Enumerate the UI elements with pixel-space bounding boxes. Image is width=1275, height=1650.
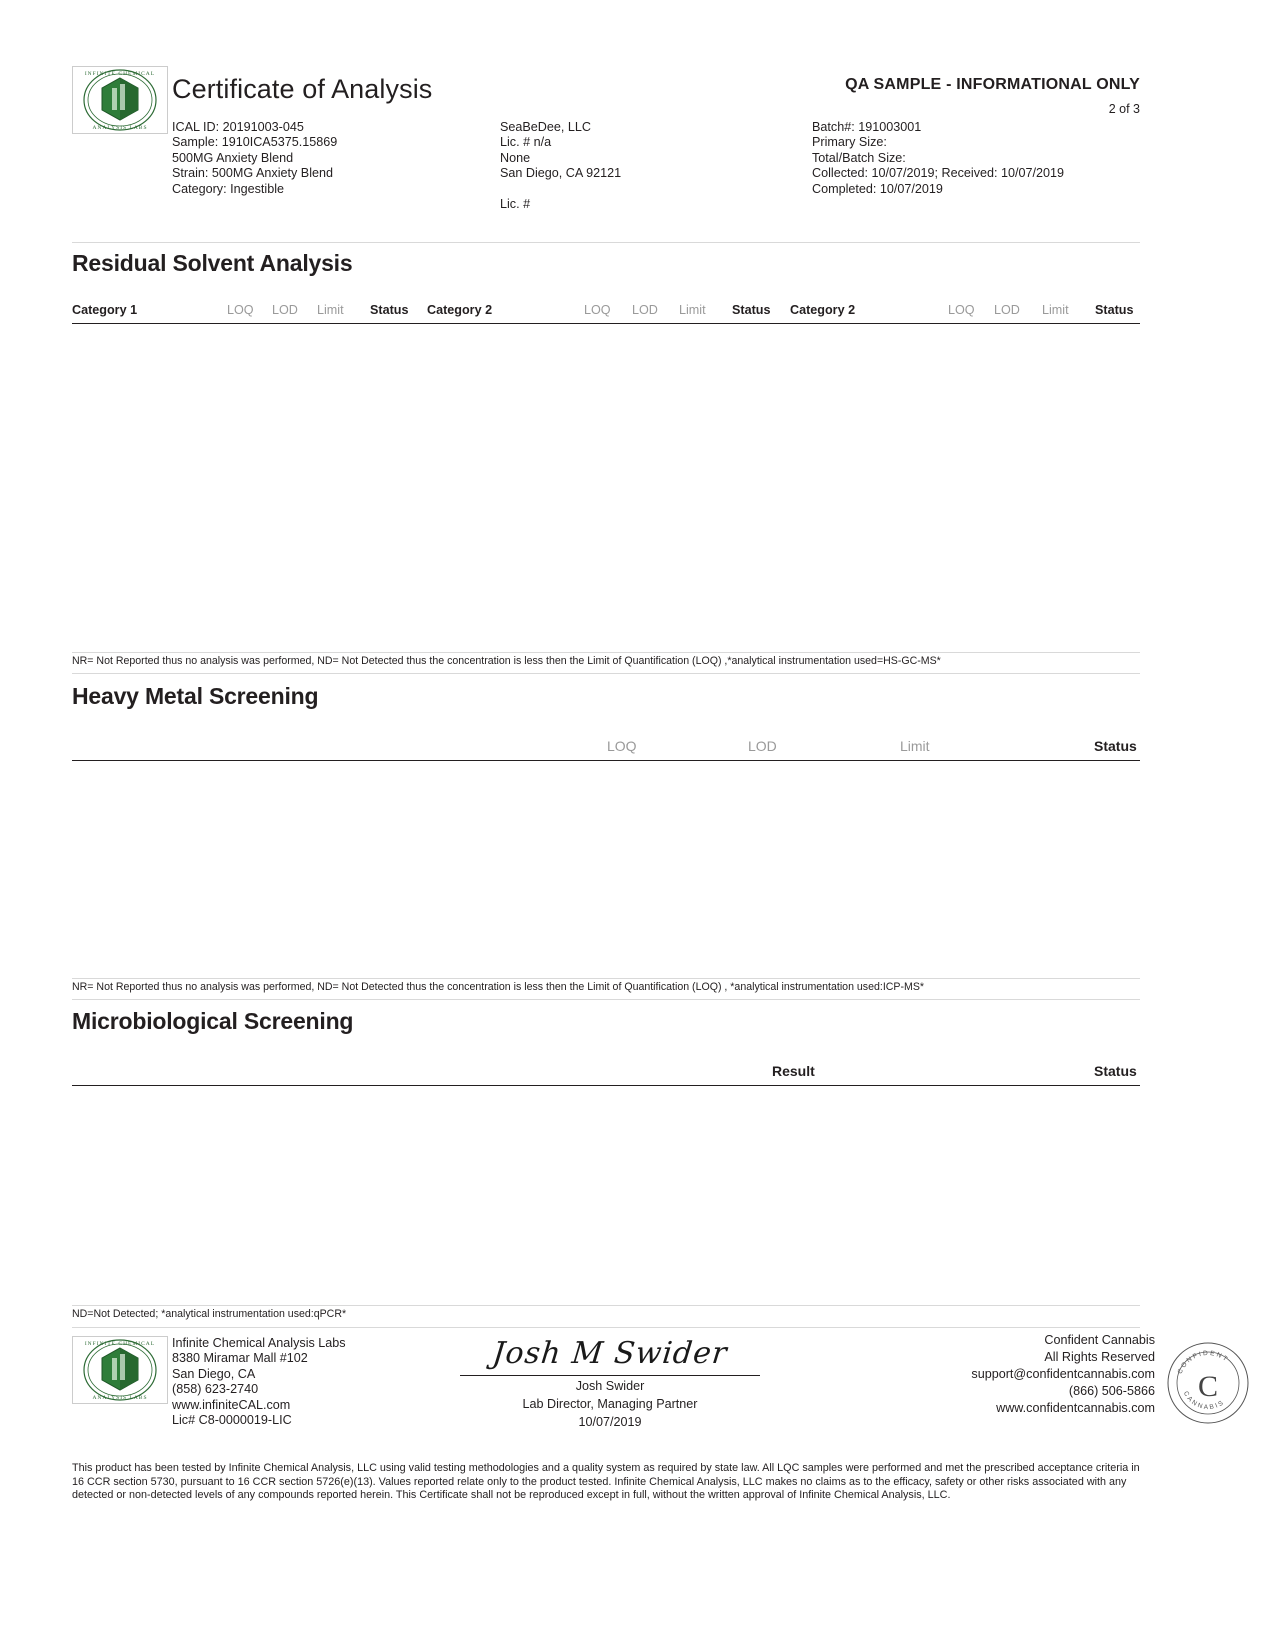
microbiological-table-header xyxy=(72,1063,1140,1081)
column-header-limit: Limit xyxy=(317,303,344,317)
header-divider xyxy=(72,242,1140,243)
cc-phone: (866) 506-5866 xyxy=(1068,1384,1155,1398)
column-header-status: Status xyxy=(1095,303,1134,317)
svg-text:ANALYSIS LABS: ANALYSIS LABS xyxy=(92,125,148,131)
lab-address-1: 8380 Miramar Mall #102 xyxy=(172,1351,308,1366)
section-title-heavy-metals: Heavy Metal Screening xyxy=(72,683,319,709)
signer-name: Josh Swider xyxy=(575,1379,645,1393)
column-header-status: Status xyxy=(370,303,409,317)
confident-cannabis-info xyxy=(971,1332,1155,1417)
lab-address-2: San Diego, CA xyxy=(172,1366,256,1381)
lab-name: Infinite Chemical Analysis Labs xyxy=(172,1336,346,1350)
cc-rights: All Rights Reserved xyxy=(1044,1350,1155,1364)
column-header-lod: LOD xyxy=(994,303,1020,317)
column-header-result: Result xyxy=(772,1063,815,1079)
microbiological-header-rule xyxy=(72,1085,1140,1086)
column-header-category-2a: Category 2 xyxy=(427,303,493,317)
residual-solvents-footnote-divider xyxy=(72,673,1140,674)
column-header-limit: Limit xyxy=(679,303,706,317)
column-header-limit: Limit xyxy=(1042,303,1069,317)
column-header-status: Status xyxy=(1094,738,1137,754)
meta-line: Completed: 10/07/2019 xyxy=(812,181,943,196)
microbiological-table-body xyxy=(72,1088,1140,1303)
column-header-loq: LOQ xyxy=(227,303,254,317)
cc-website[interactable]: www.confidentcannabis.com xyxy=(996,1401,1155,1415)
sample-meta-column-1 xyxy=(172,120,492,197)
section-title-microbiological: Microbiological Screening xyxy=(72,1008,354,1034)
meta-line: Collected: 10/07/2019; Received: 10/07/2019 xyxy=(812,166,1065,181)
infinite-chemical-logo xyxy=(72,66,168,134)
svg-text:INFINITE CHEMICAL: INFINITE CHEMICAL xyxy=(84,1341,156,1347)
heavy-metals-table-body xyxy=(72,763,1140,978)
column-header-loq: LOQ xyxy=(607,738,637,754)
residual-solvents-header-rule xyxy=(72,323,1140,324)
cc-name: Confident Cannabis xyxy=(1044,1333,1155,1347)
microbiological-footnote: ND=Not Detected; *analytical instrumentation used:qPCR* xyxy=(72,1308,347,1320)
heavy-metals-table-header xyxy=(72,738,1140,756)
lab-website[interactable]: www.infiniteCAL.com xyxy=(172,1397,291,1412)
meta-line: Total/Batch Size: xyxy=(812,150,906,165)
meta-line: Batch#: 191003001 xyxy=(812,120,922,134)
meta-line: ICAL ID: 20191003-045 xyxy=(172,120,304,134)
svg-text:INFINITE CHEMICAL: INFINITE CHEMICAL xyxy=(84,71,156,77)
signer-date: 10/07/2019 xyxy=(578,1415,642,1429)
legal-disclaimer: This product has been tested by Infinite Chemical Analysis, LLC using valid testing methodologies and a quality system as required by state law. All LQC samples were performed and met the prescribed acceptance criteria in 16 CCR section 5730, pursuant to 16 CCR section 5726(e)(13). Values reported relate only to the product tested. Infinite Chemical Analysis, LLC makes no claims as to the efficacy, safety or other risks associated with any detected or non-detected levels of any compounds reported herein. This Certificate shall not be reproduced except in full, without the written approval of Infinite Chemical Analysis, LLC. xyxy=(72,1462,1140,1502)
meta-line: Sample: 1910ICA5375.15869 xyxy=(172,135,338,150)
column-header-status: Status xyxy=(1094,1063,1137,1079)
column-header-status: Status xyxy=(732,303,771,317)
meta-line: Lic. # n/a xyxy=(500,135,552,150)
page-number: 2 of 3 xyxy=(1108,102,1140,116)
residual-solvents-bottom-divider xyxy=(72,652,1140,653)
signature-line xyxy=(460,1375,760,1376)
column-header-lod: LOD xyxy=(272,303,298,317)
signature-image: Josh M Swider xyxy=(490,1336,730,1371)
page-title: Certificate of Analysis xyxy=(172,74,433,104)
sample-meta-column-2 xyxy=(500,120,800,212)
meta-line: SeaBeDee, LLC xyxy=(500,120,592,134)
confident-cannabis-seal-icon xyxy=(1165,1340,1251,1426)
meta-line: Strain: 500MG Anxiety Blend xyxy=(172,166,334,181)
section-title-residual-solvents: Residual Solvent Analysis xyxy=(72,250,353,276)
meta-line: Primary Size: xyxy=(812,135,887,150)
cc-support-email[interactable]: support@confidentcannabis.com xyxy=(971,1367,1155,1381)
microbiological-bottom-divider xyxy=(72,1305,1140,1306)
column-header-loq: LOQ xyxy=(584,303,611,317)
lab-phone: (858) 623-2740 xyxy=(172,1382,259,1397)
svg-text:ANALYSIS LABS: ANALYSIS LABS xyxy=(92,1395,148,1401)
residual-solvents-footnote: NR= Not Reported thus no analysis was performed, ND= Not Detected thus the concentration is less then the Limit of Quantification (LOQ) ,*analytical instrumentation used=HS-GC-MS* xyxy=(72,655,941,667)
svg-text:CONFIDENT: CONFIDENT xyxy=(1176,1349,1231,1376)
meta-line: Category: Ingestible xyxy=(172,181,285,196)
svg-text:C: C xyxy=(1197,1370,1219,1403)
meta-spacer xyxy=(500,182,800,197)
signer-title: Lab Director, Managing Partner xyxy=(522,1397,698,1411)
signature-block xyxy=(460,1336,760,1430)
meta-line: None xyxy=(500,150,531,165)
lab-contact-info xyxy=(172,1336,346,1428)
svg-text:CANNABIS: CANNABIS xyxy=(1181,1390,1227,1412)
sample-meta-column-3 xyxy=(812,120,1152,197)
column-header-limit: Limit xyxy=(900,738,930,754)
column-header-loq: LOQ xyxy=(948,303,975,317)
residual-solvents-table-header xyxy=(72,303,1140,321)
meta-line: 500MG Anxiety Blend xyxy=(172,150,294,165)
meta-line: Lic. # xyxy=(500,196,531,211)
column-header-category-1: Category 1 xyxy=(72,303,138,317)
document-header xyxy=(72,58,1140,218)
meta-line: San Diego, CA 92121 xyxy=(500,166,622,181)
heavy-metals-bottom-divider xyxy=(72,978,1140,979)
microbiological-footnote-divider xyxy=(72,1327,1140,1328)
residual-solvents-table-body xyxy=(72,326,1140,652)
footer-infinite-chemical-logo xyxy=(72,1336,168,1404)
column-header-category-2b: Category 2 xyxy=(790,303,856,317)
column-header-lod: LOD xyxy=(748,738,777,754)
lab-license: Lic# C8-0000019-LIC xyxy=(172,1413,292,1428)
heavy-metals-header-rule xyxy=(72,760,1140,761)
qa-sample-note: QA SAMPLE - INFORMATIONAL ONLY xyxy=(845,76,1140,93)
heavy-metals-footnote-divider xyxy=(72,999,1140,1000)
heavy-metals-footnote: NR= Not Reported thus no analysis was performed, ND= Not Detected thus the concentration is less then the Limit of Quantification (LOQ) , *analytical instrumentation used:ICP-MS* xyxy=(72,981,925,993)
column-header-lod: LOD xyxy=(632,303,658,317)
